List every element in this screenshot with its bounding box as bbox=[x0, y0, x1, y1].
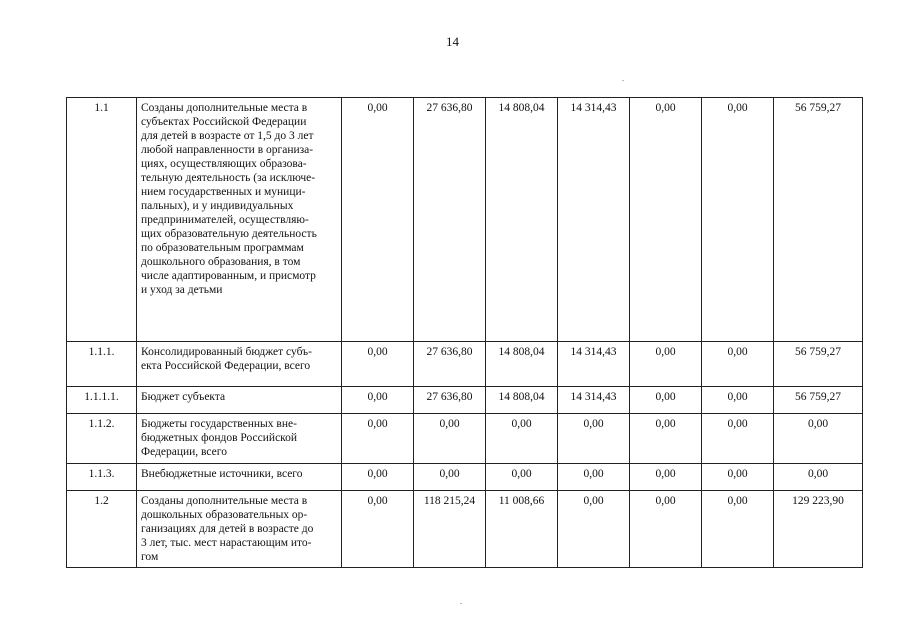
description-line: щих образовательную деятельность bbox=[141, 228, 317, 240]
scan-speck bbox=[460, 603, 462, 604]
table-row bbox=[67, 464, 863, 491]
value-cell: 0,00 bbox=[702, 342, 774, 387]
table-row bbox=[67, 98, 863, 342]
value-cell: 0,00 bbox=[702, 491, 774, 568]
value-cell: 0,00 bbox=[486, 464, 558, 491]
row-code: 1.1.3. bbox=[67, 464, 137, 491]
value-cell: 0,00 bbox=[342, 98, 414, 342]
row-description bbox=[137, 414, 342, 464]
description-line: дошкольного образования, в том bbox=[141, 256, 301, 268]
table-row bbox=[67, 342, 863, 387]
value-cell: 56 759,27 bbox=[774, 342, 863, 387]
value-cell: 0,00 bbox=[702, 387, 774, 414]
value-cell: 0,00 bbox=[342, 387, 414, 414]
value-cell: 0,00 bbox=[342, 342, 414, 387]
description-line: бюджетных фондов Российской bbox=[141, 432, 298, 444]
description-line: предпринимателей, осуществляю- bbox=[141, 214, 309, 226]
row-code: 1.1.2. bbox=[67, 414, 137, 464]
value-cell: 14 808,04 bbox=[486, 342, 558, 387]
value-cell: 0,00 bbox=[342, 464, 414, 491]
value-cell: 0,00 bbox=[414, 414, 486, 464]
description-line: циях, осуществляющих образова- bbox=[141, 158, 307, 170]
description-line: по образовательным программам bbox=[141, 242, 304, 254]
row-description bbox=[137, 491, 342, 568]
value-cell: 0,00 bbox=[630, 464, 702, 491]
value-cell: 0,00 bbox=[630, 491, 702, 568]
value-cell: 27 636,80 bbox=[414, 98, 486, 342]
table-row bbox=[67, 414, 863, 464]
value-cell: 14 314,43 bbox=[558, 342, 630, 387]
scan-speck bbox=[622, 80, 624, 81]
value-cell: 56 759,27 bbox=[774, 98, 863, 342]
value-cell: 11 008,66 bbox=[486, 491, 558, 568]
description-line: любой направленности в организа- bbox=[141, 144, 314, 156]
value-cell: 0,00 bbox=[630, 98, 702, 342]
value-cell: 0,00 bbox=[630, 387, 702, 414]
value-cell: 0,00 bbox=[630, 342, 702, 387]
description-line: Внебюджетные источники, всего bbox=[141, 468, 303, 480]
description-line: нием государственных и муници- bbox=[141, 186, 306, 198]
table-row bbox=[67, 491, 863, 568]
value-cell: 0,00 bbox=[558, 464, 630, 491]
value-cell: 56 759,27 bbox=[774, 387, 863, 414]
description-line: Консолидированный бюджет субъ- bbox=[141, 346, 312, 358]
value-cell: 0,00 bbox=[414, 464, 486, 491]
value-cell: 118 215,24 bbox=[414, 491, 486, 568]
budget-table bbox=[66, 97, 863, 568]
value-cell: 0,00 bbox=[630, 414, 702, 464]
value-cell: 0,00 bbox=[774, 414, 863, 464]
value-cell: 14 808,04 bbox=[486, 98, 558, 342]
value-cell: 0,00 bbox=[558, 491, 630, 568]
row-code: 1.1.1.1. bbox=[67, 387, 137, 414]
description-line: дошкольных образовательных ор- bbox=[141, 509, 308, 521]
description-line: для детей в возрасте от 1,5 до 3 лет bbox=[141, 130, 314, 142]
value-cell: 129 223,90 bbox=[774, 491, 863, 568]
row-code: 1.2 bbox=[67, 491, 137, 568]
row-description bbox=[137, 98, 342, 342]
description-line: тельную деятельность (за исключе- bbox=[141, 172, 316, 184]
row-code: 1.1.1. bbox=[67, 342, 137, 387]
value-cell: 0,00 bbox=[342, 414, 414, 464]
description-line: Бюджет субъекта bbox=[141, 391, 226, 403]
description-line: Федерации, всего bbox=[141, 446, 227, 458]
description-line: Созданы дополнительные места в bbox=[141, 102, 308, 114]
description-line: ганизациях для детей в возрасте до bbox=[141, 523, 314, 535]
table-row bbox=[67, 387, 863, 414]
description-line: субъектах Российской Федерации bbox=[141, 116, 307, 128]
description-line: екта Российской Федерации, всего bbox=[141, 360, 311, 372]
description-line: Бюджеты государственных вне- bbox=[141, 418, 297, 430]
table-body bbox=[67, 98, 863, 568]
value-cell: 27 636,80 bbox=[414, 342, 486, 387]
row-description bbox=[137, 387, 342, 414]
row-description bbox=[137, 464, 342, 491]
value-cell: 0,00 bbox=[774, 464, 863, 491]
page-number: 14 bbox=[446, 34, 459, 49]
description-line: гом bbox=[141, 551, 159, 563]
description-line: числе адаптированным, и присмотр bbox=[141, 270, 316, 282]
row-description bbox=[137, 342, 342, 387]
description-line: пальных), и у индивидуальных bbox=[141, 200, 294, 212]
value-cell: 27 636,80 bbox=[414, 387, 486, 414]
description-line: 3 лет, тыс. мест нарастающим ито- bbox=[141, 537, 312, 549]
value-cell: 0,00 bbox=[558, 414, 630, 464]
value-cell: 0,00 bbox=[702, 464, 774, 491]
value-cell: 0,00 bbox=[486, 414, 558, 464]
row-code: 1.1 bbox=[67, 98, 137, 342]
value-cell: 0,00 bbox=[702, 414, 774, 464]
value-cell: 14 314,43 bbox=[558, 98, 630, 342]
description-line: Созданы дополнительные места в bbox=[141, 495, 308, 507]
value-cell: 14 808,04 bbox=[486, 387, 558, 414]
value-cell: 0,00 bbox=[342, 491, 414, 568]
value-cell: 14 314,43 bbox=[558, 387, 630, 414]
description-line: и уход за детьми bbox=[141, 284, 223, 296]
value-cell: 0,00 bbox=[702, 98, 774, 342]
